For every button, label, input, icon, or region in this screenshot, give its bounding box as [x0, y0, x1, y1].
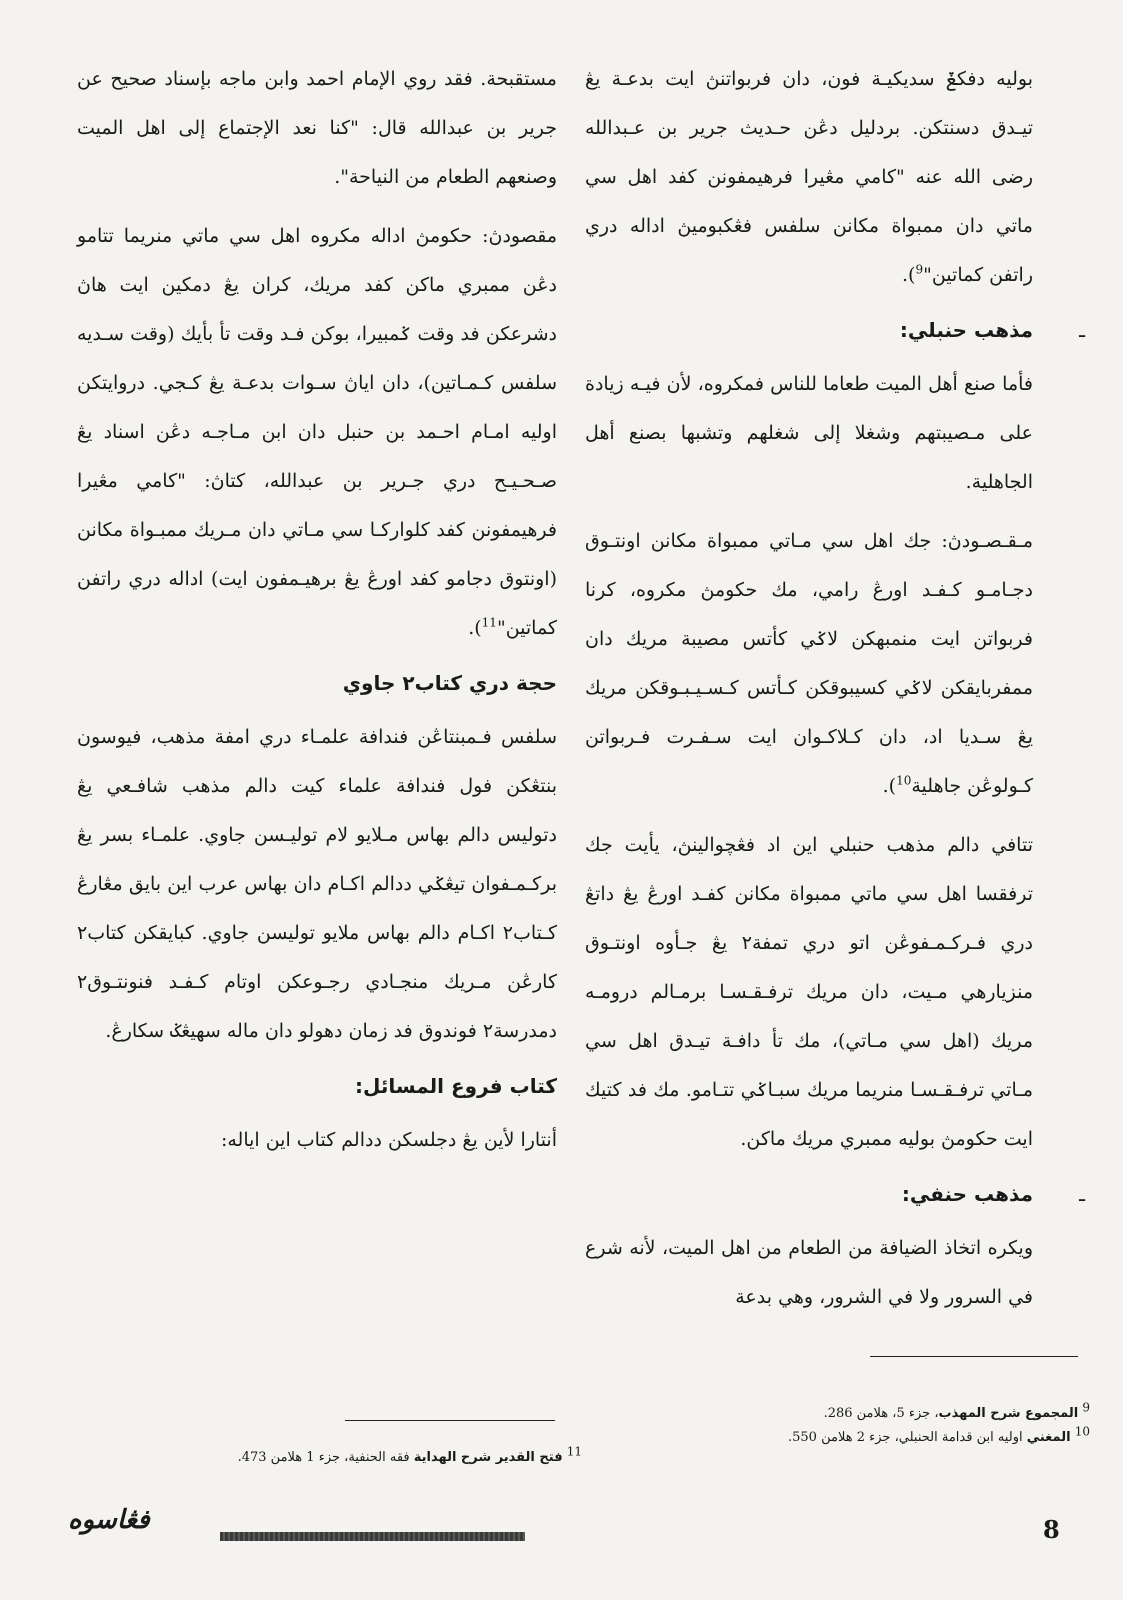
- hanafi-quote: ويكره اتخاذ الضيافة من الطعام من اهل الميت، لأنه شرع في السرور ولا في الشرور، وهي بدعة: [585, 1237, 1033, 1308]
- footnote-title: المغني: [1026, 1430, 1071, 1445]
- footnote-number: 11: [566, 1444, 582, 1459]
- footnote-title: المجموع شرح المهذب: [938, 1406, 1079, 1421]
- footnote-10: [640, 1426, 1090, 1450]
- page-number: 8: [1043, 1515, 1060, 1544]
- footnote-ref-11: 11: [481, 615, 497, 630]
- quote-continuation: مستقبحة. فقد روي الإمام احمد وابن ماجه بإسناد صحيح عن جرير بن عبدالله قال: "كنا نعد الإجتماع إلى اهل الميت وصنعهم الطعام من النياحة".: [77, 68, 557, 188]
- intro-text: بوليه دفكݞ سديكيـة فون، دان فربواتنڽ ايت بدعـة يڠ تيـدق دسنتكن. بردليل دڠن حـديث جرير بن عـبدالله رضى الله عنه "كامي مڠيرا فرهيمفونن كفد اهل سي ماتي دان ممبواة مكانن سلفس فڠكبوميڽ اداله دري راتفن كماتين": [585, 68, 1033, 286]
- footnote-number: 10: [1074, 1424, 1090, 1439]
- footnote-divider-left: [345, 1420, 555, 1421]
- hanbali-explanation-end: ).: [882, 775, 897, 797]
- hanafi-explanation-end: ).: [468, 617, 482, 639]
- footnote-text: اوليه ابن قدامة الحنبلي، جزء 2 هلامن 550.: [788, 1430, 1027, 1445]
- hanbali-heading: [585, 310, 1085, 350]
- footnote-9: [640, 1402, 1090, 1426]
- footnotes-left: [77, 1446, 582, 1470]
- footer-bar: [220, 1532, 525, 1541]
- heading-dash: ـ: [1079, 1182, 1085, 1206]
- footnote-text: ، جزء 5، هلامن 286.: [823, 1406, 939, 1421]
- hanbali-note: تتافي دالم مذهب حنبلي اين اد فڠچوالينڽ، يأيت جك ترفقسا اهل سي ماتي ممبواة مكانن كفـد اورڠ يڠ داتڠ دري فـركـمـفوڠن اتو دري تمفة٢ يڠ جـأوه اونتـوق منزيارهي مـيت، دان مريك ترفـقـسـا برمـالم درومـه مريك (اهل سي مـاتي)، مك تأ دافـة تيـدق اهل سي مـاتي ترفـقـسـا منريما مريك سبـاݢي تتـامو. مك فد كتيك ايت حكومڽ بوليه ممبري مريك ماكن.: [585, 834, 1033, 1150]
- hanbali-heading-text: مذهب حنبلي:: [899, 318, 1033, 342]
- furu-paragraph: أنتارا لأين يڠ دجلسكن ددالم كتاب اين اياله:: [220, 1129, 557, 1151]
- left-column: [77, 55, 557, 1175]
- right-column: [585, 55, 1085, 1332]
- hanafi-heading-text: مذهب حنفي:: [901, 1182, 1033, 1206]
- hanafi-explanation: [77, 212, 557, 653]
- footnotes-right: [640, 1402, 1090, 1450]
- intro-end: ).: [902, 264, 916, 286]
- footnote-number: 9: [1082, 1400, 1090, 1415]
- footnote-title: فتح القدير شرح الهداية: [413, 1450, 563, 1465]
- jawi-books-heading: حجة دري كتاب٢ جاوي: [342, 671, 557, 695]
- hanbali-explanation: [585, 517, 1033, 811]
- footnote-11: [77, 1446, 582, 1470]
- furu-heading: كتاب فروع المسائل:: [355, 1074, 557, 1098]
- hanafi-explanation-text: مقصودڽ: حكومڽ اداله مكروه اهل سي ماتي منريما تتامو دڠن ممبري ماكن كفد مريك، كران يڠ دمكين ايت هاڽ دشرعكن فد وقت ݢمبيرا، بوكن فـد وقت تأ بأيك (وقت سـديه سلفس كـمـاتين)، دان اياڽ سـوات بدعـة يڠ كـجي. دروايتكن اوليه امـام احـمد بن حنبل دان ابن مـاجـه دڠن اسناد يڠ صـحـيـح دري جـرير بن عبدالله، كتاڽ: "كامي مڠيرا فرهيمفونن كفد كلواركـا سي مـاتي دان مـريك ممبـواة مكانن (اونتوق دجامو كفد اورڠ يڠ برهيـمفون ايت) اداله دري راتفن كماتين": [77, 225, 557, 639]
- heading-dash: ـ: [1079, 318, 1085, 342]
- publication-logo: فڠاسوه: [68, 1505, 150, 1535]
- footnote-divider-right: [870, 1356, 1078, 1357]
- hanafi-heading: [585, 1174, 1085, 1214]
- footnote-ref-10: 10: [896, 773, 912, 788]
- intro-paragraph: [585, 55, 1033, 300]
- jawi-books-paragraph: سلفس فـمبنتاڠن فندافة علمـاء دري امفة مذهب، فيوسون بنتڠكن فول فندافة علماء كيت دالم مذهب شافـعي يڠ دتوليس دالم بهاس مـلايو لام توليـسن جاوي. علمـاء بسر يڠ بركـمـفوان تيڠݢي ددالم اكـام دان بهاس عرب اين بايق مڠارڠ كـتاب٢ اكـام دالم بهاس ملايو توليسن جاوي. كبايقكن كتاب٢ كارڠن مـريك منجـادي رجـوعكن اوتام كـفـد فنونتـوق٢ دمدرسة٢ فوندوق فد زمان دهولو دان ماله سهيڠݢ سكارڠ.: [77, 726, 557, 1042]
- hanbali-explanation-text: مـقـصـودڽ: جك اهل سي مـاتي ممبواة مكانن اونتـوق دجـامـو كـفـد اورڠ رامي، مك حكومڽ مكروه، كرنا فربواتن ايت منمبهكن لاݢي كأتس مصيبة مريك دان ممفربايقكن لاݢي كسيبوقكن كـأتس كـسـيـبـوقكن مريك يڠ سـديا اد، دان كـلاكـوان ايت سـفـرت فـربواتن كـولوڠن جاهلية: [585, 530, 1034, 797]
- footnote-text: فقه الحنفية، جزء 1 هلامن 473.: [237, 1450, 414, 1465]
- footnote-ref-9: 9: [915, 262, 924, 277]
- hanbali-quote: فأما صنع أهل الميت طعاما للناس فمكروه، لأن فيـه زيادة على مـصيبتهم وشغلا إلى شغلهم وتشبها بصنع أهل الجاهلية.: [585, 373, 1033, 493]
